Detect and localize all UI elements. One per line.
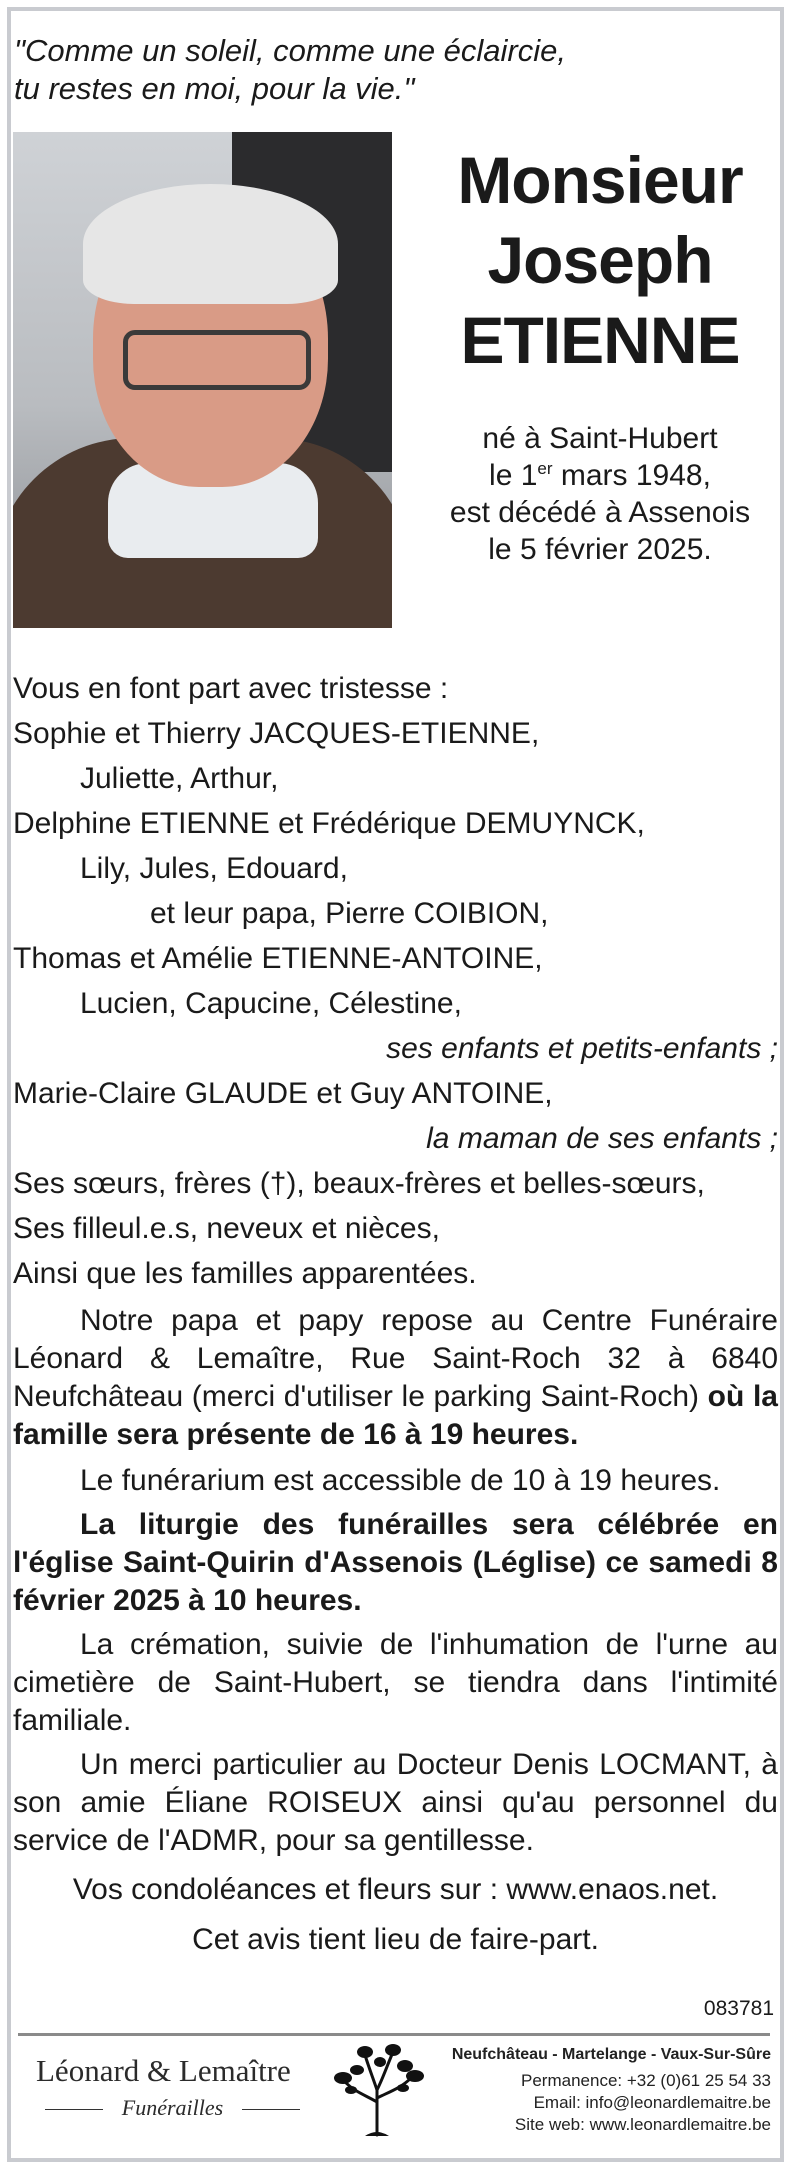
death-place: est décédé à Assenois xyxy=(449,496,751,529)
family-line: Lucien, Capucine, Célestine, xyxy=(80,987,462,1020)
tree-logo-icon xyxy=(325,2040,430,2140)
announcement-body xyxy=(13,666,778,1960)
birth-place: né à Saint-Hubert xyxy=(482,422,718,455)
liturgy-text: La liturgie des funérailles sera célébrée en l'église Saint-Quirin d'Assenois (Léglise) ce samedi 8 février 2025 à 10 heures. xyxy=(13,1508,778,1617)
death-date: le 5 février 2025. xyxy=(488,533,712,566)
thanks-text: Un merci particulier au Docteur Denis LOCMANT, à son amie Éliane ROISEUX ainsi qu'au personnel du service de l'ADMR, pour sa gentillesse. xyxy=(13,1748,778,1857)
cremation-paragraph xyxy=(13,1626,778,1740)
liturgy-paragraph xyxy=(13,1506,778,1620)
footer-divider xyxy=(18,2033,770,2036)
funerarium-paragraph xyxy=(13,1462,778,1500)
funeral-home-contacts xyxy=(426,2044,771,2136)
family-line: Thomas et Amélie ETIENNE-ANTOINE, xyxy=(13,942,543,975)
family-line: Ses filleul.e.s, neveux et nièces, xyxy=(13,1212,440,1245)
rest-hours: où la famille sera présente de 16 à 19 heures. xyxy=(13,1380,778,1451)
birth-date-day: le 1 xyxy=(489,459,538,492)
funerarium-text: Le funérarium est accessible de 10 à 19 heures. xyxy=(80,1464,721,1497)
name-title: Monsieur xyxy=(457,143,743,217)
funeral-home-locations: Neufchâteau - Martelange - Vaux-Sur-Sûre xyxy=(451,2046,771,2063)
quote-line-1: "Comme un soleil, comme une éclaircie, xyxy=(14,33,566,68)
rest-text: Notre papa et papy repose au Centre Funéraire Léonard & Lemaître, Rue Saint-Roch 32 à 6840 Neufchâteau (merci d'utiliser le parking Saint-Roch) xyxy=(13,1304,778,1413)
notice-line: Cet avis tient lieu de faire-part. xyxy=(192,1923,599,1956)
deceased-name xyxy=(420,140,780,380)
funeral-home-phone: Permanence: +32 (0)61 25 54 33 xyxy=(521,2071,771,2090)
funeral-home-logo-name: Léonard & Lemaître xyxy=(36,2053,291,2088)
photo-glasses xyxy=(123,330,311,390)
family-intro: Vous en font part avec tristesse : xyxy=(13,672,449,705)
cremation-text: La crémation, suivie de l'inhumation de l'urne au cimetière de Saint-Hubert, se tiendra dans l'intimité familiale. xyxy=(13,1628,778,1737)
birth-death-info xyxy=(420,420,780,568)
portrait-photo xyxy=(13,132,392,628)
family-line: Ses sœurs, frères (†), beaux-frères et belles-sœurs, xyxy=(13,1167,705,1200)
epigraph-quote xyxy=(14,32,566,108)
family-relation: ses enfants et petits-enfants ; xyxy=(386,1032,778,1065)
family-line: Ainsi que les familles apparentées. xyxy=(13,1257,477,1290)
family-line: Sophie et Thierry JACQUES-ETIENNE, xyxy=(13,717,540,750)
family-line: Lily, Jules, Edouard, xyxy=(80,852,348,885)
birth-date-rest: mars 1948, xyxy=(552,459,711,492)
photo-hair xyxy=(83,184,338,304)
funeral-home-website: Site web: www.leonardlemaitre.be xyxy=(514,2115,771,2134)
thanks-paragraph xyxy=(13,1746,778,1860)
name-last: ETIENNE xyxy=(460,303,740,377)
family-line: Juliette, Arthur, xyxy=(80,762,279,795)
birth-date xyxy=(420,457,780,494)
family-line: Marie-Claire GLAUDE et Guy ANTOINE, xyxy=(13,1077,553,1110)
family-line: Delphine ETIENNE et Frédérique DEMUYNCK, xyxy=(13,807,645,840)
quote-line-2: tu restes en moi, pour la vie." xyxy=(14,71,415,106)
reference-number: 083781 xyxy=(703,1997,774,2020)
condolences-line: Vos condoléances et fleurs sur : www.enaos.net. xyxy=(72,1873,719,1906)
funeral-home-logo-subtitle: Funérailles xyxy=(45,2095,300,2121)
rest-paragraph xyxy=(13,1302,778,1454)
family-line: et leur papa, Pierre COIBION, xyxy=(150,897,549,930)
family-relation: la maman de ses enfants ; xyxy=(426,1122,778,1155)
funeral-home-email: Email: info@leonardlemaitre.be xyxy=(533,2093,771,2112)
birth-date-suffix: er xyxy=(537,459,553,478)
name-first: Joseph xyxy=(487,223,713,297)
